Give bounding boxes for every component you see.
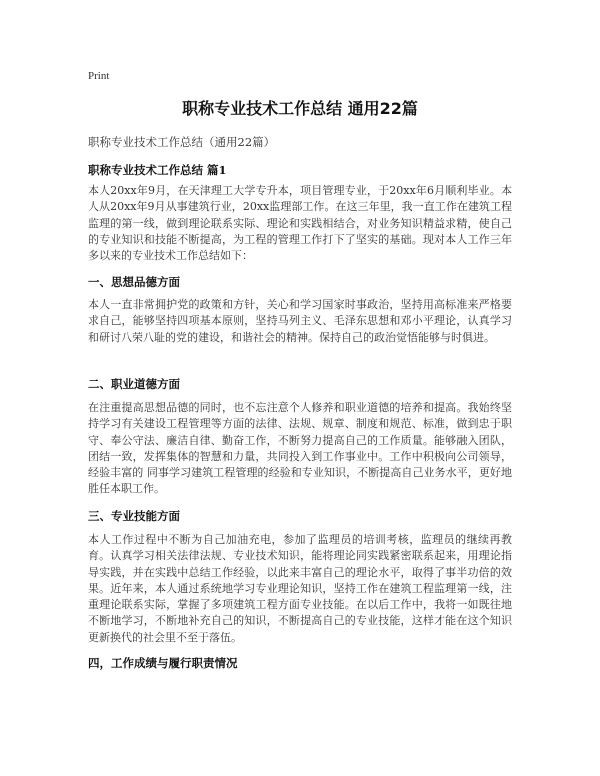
intro-paragraph: 本人20xx年9月，在天津理工大学专升本，项目管理专业，于20xx年6月顺利毕业。本人从20xx年9月从事建筑行业，20xx监理部工作。在这三年里，我一直工作在建筑工程监理的第一线，做到理论联系实际、理论和实践相结合，对业务知识精益求精，使自己的专业知识和技能不断提高，为工程的管理工作打下了坚实的基础。现对本人工作三年多以来的专业技术工作总结如下：: [88, 184, 512, 263]
section-heading-3: 三、专业技能方面: [88, 509, 180, 523]
section-heading-4: 四，工作成绩与履行职责情况: [88, 656, 238, 670]
section-heading-2: 二、职业道德方面: [88, 377, 180, 391]
section-body-1: 本人一直非常拥护党的政策和方针，关心和学习国家时事政治，坚持用高标准来严格要求自己，能够坚持四项基本原则，坚持马列主义、毛泽东思想和邓小平理论，认真学习和研讨八荣八耻的党的建设，和谐社会的精神。保持自己的政治觉悟能够与时俱进。: [88, 298, 512, 344]
section-body-2: 在注重提高思想品德的同时，也不忘注意个人修养和职业道德的培养和提高。我始终坚持学习有关建设工程管理等方面的法律、法规、规章、制度和规范、标准，做到忠于职守、奉公守法、廉洁自律、勤奋工作，不断努力提高自己的工作质量。能够融入团队，团结一致，发挥集体的智慧和力量，共同投入到工作事业中。工作中积极向公司领导，经验丰富的 同事学习建筑工程管理的经验和专业知识，不断提高自己业务水平，更好地胜任本职工作。: [88, 401, 512, 496]
heading-article-1: 职称专业技术工作总结 篇1: [88, 163, 227, 177]
document-title: 职称专业技术工作总结 通用22篇: [182, 99, 418, 118]
section-body-3: 本人工作过程中不断为自己加油充电，参加了监理员的培训考核，监理员的继续再教育。认真学习相关法律法规、专业技术知识，能将理论同实践紧密联系起来，用理论指导实践，并在实践中总结工作经验，以此来丰富自己的理论水平，取得了事半功倍的效果。近年来，本人通过系统地学习专业理论知识，坚持工作在建筑工程监理第一线，注重理论联系实际，掌握了多项建筑工程方面专业技能。在以后工作中，我将一如既往地不断地学习，不断地补充自己的知识，不断提高自己的专业技能，这样才能在这个知识更新换代的社会里不至于落伍。: [88, 533, 512, 644]
document-subtitle: 职称专业技术工作总结（通用22篇）: [88, 135, 276, 149]
print-label: Print: [88, 70, 110, 82]
section-heading-1: 一、思想品德方面: [88, 275, 180, 289]
